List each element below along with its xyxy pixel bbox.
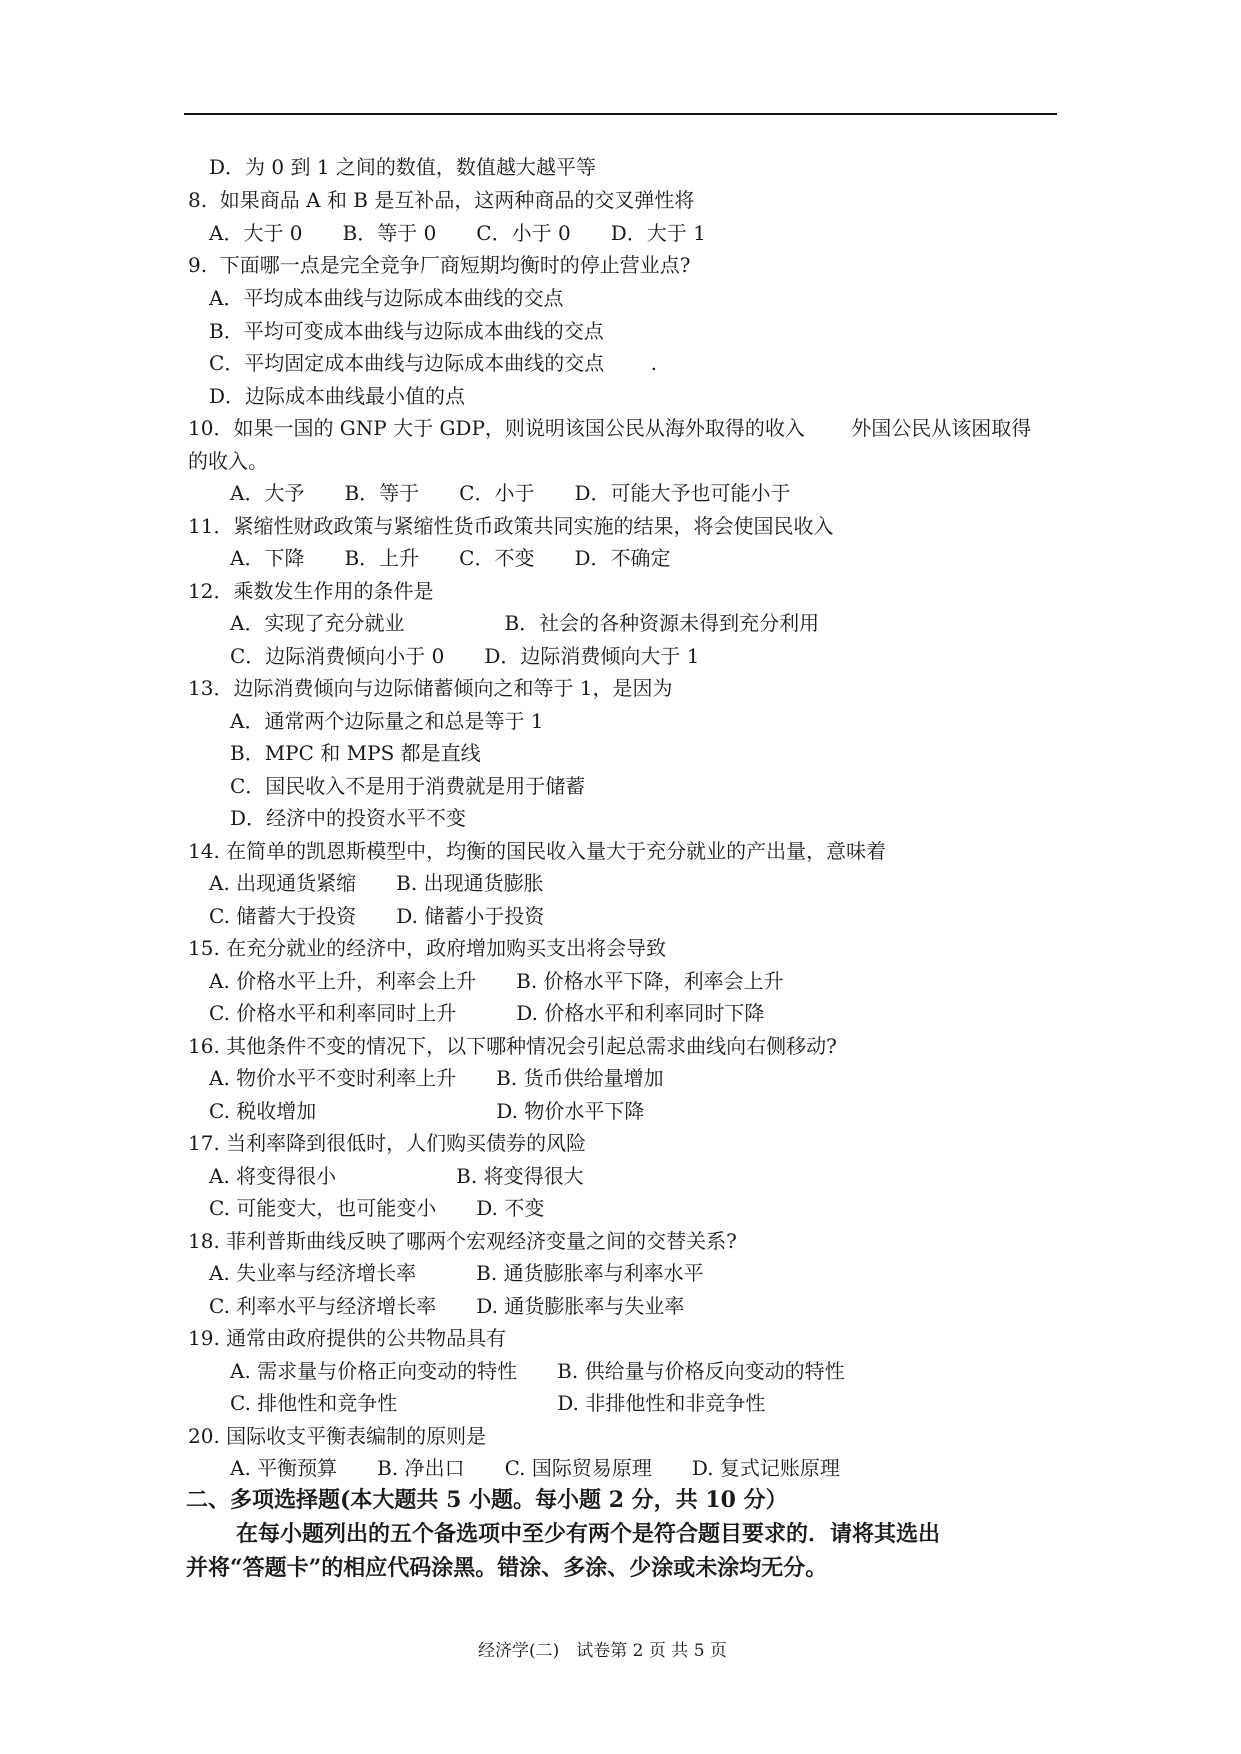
options-16-ab: A. 物价水平不变时利率上升 B. 货币供给量增加: [209, 1066, 664, 1090]
section-instruction-cont: 并将“答题卡”的相应代码涂黑。错涂、多涂、少涂或未涂均无分。: [186, 1555, 828, 1581]
option-13d: D．经济中的投资水平不变: [230, 806, 467, 830]
question-9: 9. 下面哪一点是完全竞争厂商短期均衡时的停止营业点?: [188, 253, 691, 277]
option-9a: A．平均成本曲线与边际成本曲线的交点: [209, 286, 564, 310]
question-13: 13．边际消费倾向与边际储蓄倾向之和等于 1，是因为: [188, 676, 673, 700]
options-17-cd: C. 可能变大，也可能变小 D. 不变: [209, 1196, 545, 1220]
option-9c: C．平均固定成本曲线与边际成本曲线的交点 .: [209, 351, 658, 375]
options-18-ab: A. 失业率与经济增长率 B. 通货膨胀率与利率水平: [209, 1261, 704, 1285]
options-8: A．大于 0 B．等于 0 C．小于 0 D．大于 1: [209, 221, 706, 245]
options-11: A．下降 B．上升 C．不变 D．不确定: [230, 546, 671, 570]
question-12: 12．乘数发生作用的条件是: [188, 579, 434, 603]
question-10-cont: 的收入。: [188, 449, 268, 473]
header-rule: [184, 113, 1057, 115]
question-10: 10．如果一国的 GNP 大于 GDP，则说明该国公民从海外取得的收入 外国公民从该困取得: [188, 416, 1032, 440]
options-15-cd: C. 价格水平和利率同时上升 D. 价格水平和利率同时下降: [209, 1001, 765, 1025]
section-title: 二、多项选择题(本大题共 5 小题。每小题 2 分，共 10 分）: [186, 1487, 788, 1513]
options-17-ab: A. 将变得很小 B. 将变得很大: [209, 1164, 584, 1188]
question-19: 19. 通常由政府提供的公共物品具有: [188, 1326, 507, 1350]
options-19-cd: C. 排他性和竞争性 D. 非排他性和非竞争性: [230, 1391, 766, 1415]
question-8: 8. 如果商品 A 和 B 是互补品，这两种商品的交叉弹性将: [188, 188, 695, 212]
option-13a: A．通常两个边际量之和总是等于 1: [230, 709, 544, 733]
option-9d: D．边际成本曲线最小值的点: [209, 384, 466, 408]
text-line: D．为 0 到 1 之间的数值，数值越大越平等: [209, 155, 596, 179]
question-14: 14. 在简单的凯恩斯模型中，均衡的国民收入量大于充分就业的产出量，意味着: [188, 839, 887, 863]
section-instruction: 在每小题列出的五个备选项中至少有两个是符合题目要求的．请将其选出: [236, 1521, 941, 1547]
question-17: 17. 当利率降到很低时，人们购买债券的风险: [188, 1131, 587, 1155]
question-18: 18. 菲利普斯曲线反映了哪两个宏观经济变量之间的交替关系?: [188, 1229, 737, 1253]
question-20: 20. 国际收支平衡表编制的原则是: [188, 1424, 487, 1448]
options-12-cd: C．边际消费倾向小于 0 D．边际消费倾向大于 1: [230, 644, 700, 668]
option-13c: C．国民收入不是用于消费就是用于储蓄: [230, 774, 586, 798]
options-14-ab: A. 出现通货紧缩 B. 出现通货膨胀: [209, 871, 544, 895]
page-footer: 经济学(二) 试卷第 2 页 共 5 页: [478, 1641, 727, 1661]
question-11: 11．紧缩性财政政策与紧缩性货币政策共同实施的结果，将会使国民收入: [188, 514, 834, 538]
options-15-ab: A. 价格水平上升，利率会上升 B. 价格水平下降，利率会上升: [209, 969, 784, 993]
question-15: 15. 在充分就业的经济中，政府增加购买支出将会导致: [188, 936, 667, 960]
options-16-cd: C. 税收增加 D. 物价水平下降: [209, 1099, 645, 1123]
option-13b: B．MPC 和 MPS 都是直线: [230, 741, 481, 765]
question-16: 16. 其他条件不变的情况下，以下哪种情况会引起总需求曲线向右侧移动?: [188, 1034, 837, 1058]
options-10: A．大予 B．等于 C．小于 D．可能大予也可能小于: [230, 481, 791, 505]
options-14-cd: C. 储蓄大于投资 D. 储蓄小于投资: [209, 904, 545, 928]
options-18-cd: C. 利率水平与经济增长率 D. 通货膨胀率与失业率: [209, 1294, 685, 1318]
options-19-ab: A. 需求量与价格正向变动的特性 B. 供给量与价格反向变动的特性: [230, 1359, 845, 1383]
options-20: A. 平衡预算 B. 净出口 C. 国际贸易原理 D. 复式记账原理: [230, 1456, 840, 1480]
options-12-ab: A．实现了充分就业 B．社会的各种资源未得到充分利用: [230, 611, 820, 635]
option-9b: B．平均可变成本曲线与边际成本曲线的交点: [209, 319, 604, 343]
